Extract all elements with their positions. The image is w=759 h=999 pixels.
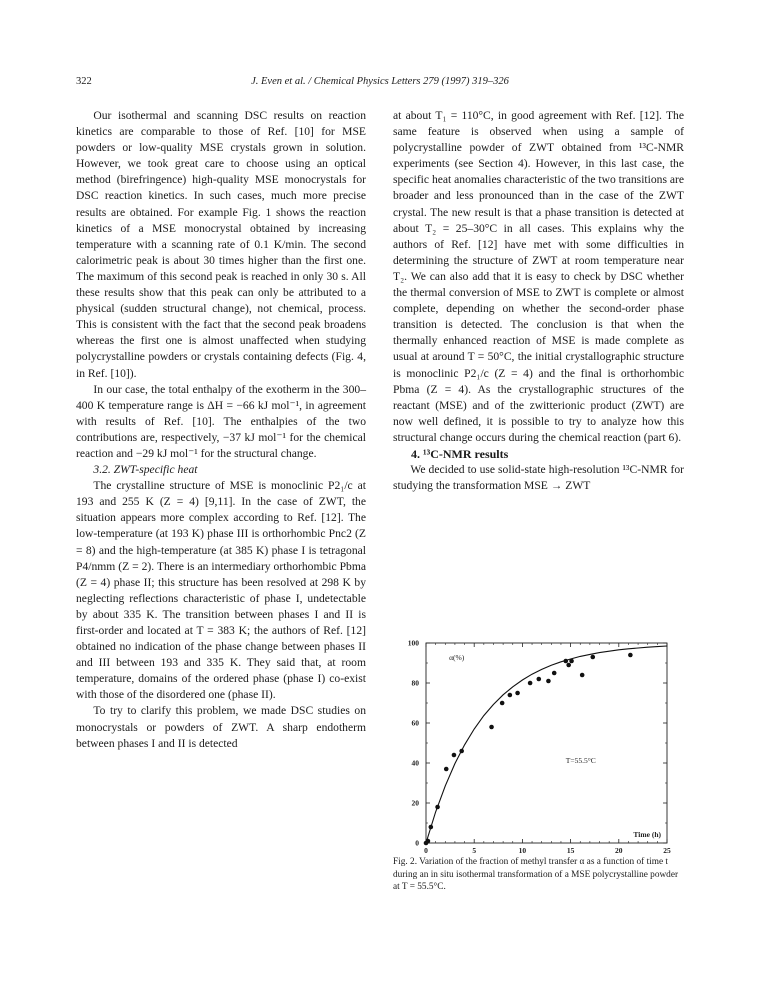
right-column bbox=[393, 108, 684, 494]
y-tick-label: 60 bbox=[411, 718, 419, 728]
x-tick-label: 5 bbox=[472, 846, 477, 854]
left-column bbox=[76, 108, 366, 752]
data-point bbox=[528, 681, 533, 686]
data-point bbox=[508, 693, 513, 698]
data-point bbox=[500, 701, 505, 706]
data-point bbox=[536, 677, 541, 682]
page-header bbox=[76, 76, 684, 92]
paragraph: The crystalline structure of MSE is monoclinic P2₁/c at 193 and 255 K (Z = 4) [9,11]. In the case of ZWT, the situation appears more complex according to Ref. [12]. The low-temperature (at 193 K) phase III is orthorhombic Pnc2 (Z = 8) and the high-temperature (at 385 K) phase I is tetragonal P4/nmm (Z = 2). There is an intermediary orthorhombic Pbma (Z = 4) phase II; this structure has been resolved at 298 K by neglecting reflections characteristic of phase I, undetectable by about 335 K. The transition between phases I and II is first-order and located at T = 383 K; the authors of Ref. [12] obtained no indication of the phase change between phases II and III between 193 and 335 K. They said that, at room temperature, domains of the ordered phase (phase I) co-exist with those of the disordered one (phase II). bbox=[76, 479, 366, 702]
data-point bbox=[435, 805, 440, 810]
data-point bbox=[569, 659, 574, 664]
journal-running-head: J. Even et al. / Chemical Physics Letters 279 (1997) 319–326 bbox=[251, 76, 509, 87]
x-tick-label: 20 bbox=[615, 846, 623, 854]
page-number: 322 bbox=[76, 76, 92, 87]
y-axis-label: α(%) bbox=[449, 653, 465, 662]
data-point bbox=[590, 655, 595, 660]
paragraph: In our case, the total enthalpy of the exotherm in the 300–400 K temperature range is ΔH = −66 kJ mol⁻¹, in agreement with results of Ref. [10]. The enthalpies of the two contributions are, respectively, −37 kJ mol⁻¹ for the chemical reaction and −29 kJ mol⁻¹ for the structural change. bbox=[76, 382, 366, 460]
data-point bbox=[546, 679, 551, 684]
figure-2 bbox=[393, 632, 684, 854]
data-point bbox=[489, 725, 494, 730]
y-tick-label: 40 bbox=[411, 758, 419, 768]
data-point bbox=[429, 825, 434, 830]
figure-caption: Fig. 2. Variation of the fraction of methyl transfer α as a function of time t during an in situ isothermal transformation of a MSE polycrystalline powder at T = 55.5°C. bbox=[393, 857, 679, 892]
fit-curve bbox=[426, 646, 667, 843]
paragraph: Our isothermal and scanning DSC results on reaction kinetics are comparable to those of Ref. [10] for MSE powders or low-quality MSE crystals grown in solution. However, we took great care to choose using an optical method (birefringence) high-quality MSE monocrystals for DSC reaction kinetics. In such cases, much more precise results are obtained. For example Fig. 1 shows the reaction kinetics of a MSE monocrystal obtained by increasing temperature with a scanning rate of 0.1 K/min. The second calorimetric peak is about 30 times higher than the first one. The maximum of this second peak is reached in only 30 s. All these results show that this peak can only be attributed to a physical (sudden structural change), not chemical, process. This is consistent with the fact that the second peak broadens whereas the first one is almost unaffected when studying polycrystalline powders or crystals containing defects (Fig. 4, in Ref. [10]). bbox=[76, 109, 366, 380]
data-point bbox=[452, 753, 457, 758]
data-point bbox=[426, 839, 431, 844]
paragraph: at about T₁ = 110°C, in good agreement with Ref. [12]. The same feature is observed when using a sample of polycrystalline powder of ZWT obtained from ¹³C-NMR experiments (see Section 4). However, in this last case, the specific heat anomalies characteristic of the two transitions are broader and less pronounced than in the case of the ZWT crystal. The new result is that a phase transition is detected at about T₂ = 25–30°C in all cases. This explains why the authors of Ref. [12] have met with some difficulties in determining the structure of ZWT at room temperature near T₂. We can also add that it is easy to check by DSC whether the thermal conversion of MSE to ZWT is complete or almost complete, depending on whether the second-order phase transition is detected. The conclusion is that when the thermally enhanced reaction of MSE is made complete as usual at around T = 50°C, the initial crystallographic structure is monoclinic P2₁/c (Z = 4) and the final is orthorhombic Pbma (Z = 4). As the crystallographic structures of the reactant (MSE) and of the zwitterionic product (ZWT) are now well defined, it is possible to try to analyze how this structural change occurs during the chemical reaction (part 6). bbox=[393, 109, 685, 444]
section-heading: 3.2. ZWT-specific heat bbox=[93, 463, 198, 477]
data-point bbox=[515, 691, 520, 696]
plot-frame bbox=[426, 643, 667, 843]
y-tick-label: 0 bbox=[415, 838, 419, 848]
data-point bbox=[563, 659, 568, 664]
section-heading: 4. ¹³C-NMR results bbox=[411, 446, 509, 461]
chart-annotation: T=55.5°C bbox=[565, 756, 596, 765]
y-tick-label: 100 bbox=[407, 638, 419, 648]
paragraph: To try to clarify this problem, we made DSC studies on monocrystals or powders of ZWT. A sharp endotherm between phases I and II is detected bbox=[76, 704, 366, 750]
x-tick-label: 25 bbox=[663, 846, 671, 854]
y-tick-label: 80 bbox=[411, 678, 419, 688]
y-tick-label: 20 bbox=[411, 798, 419, 808]
x-tick-label: 10 bbox=[518, 846, 527, 854]
x-axis-label: Time (h) bbox=[633, 830, 661, 839]
x-tick-label: 0 bbox=[424, 846, 428, 854]
data-point bbox=[459, 749, 464, 754]
data-point bbox=[566, 663, 571, 668]
data-point bbox=[444, 767, 449, 772]
data-point bbox=[552, 671, 557, 676]
paragraph: We decided to use solid-state high-resolution ¹³C-NMR for studying the transformation MSE → ZWT bbox=[393, 463, 684, 493]
kinetics-chart bbox=[393, 632, 684, 854]
x-tick-label: 15 bbox=[566, 846, 575, 854]
data-point bbox=[580, 673, 585, 678]
data-point bbox=[628, 653, 633, 658]
